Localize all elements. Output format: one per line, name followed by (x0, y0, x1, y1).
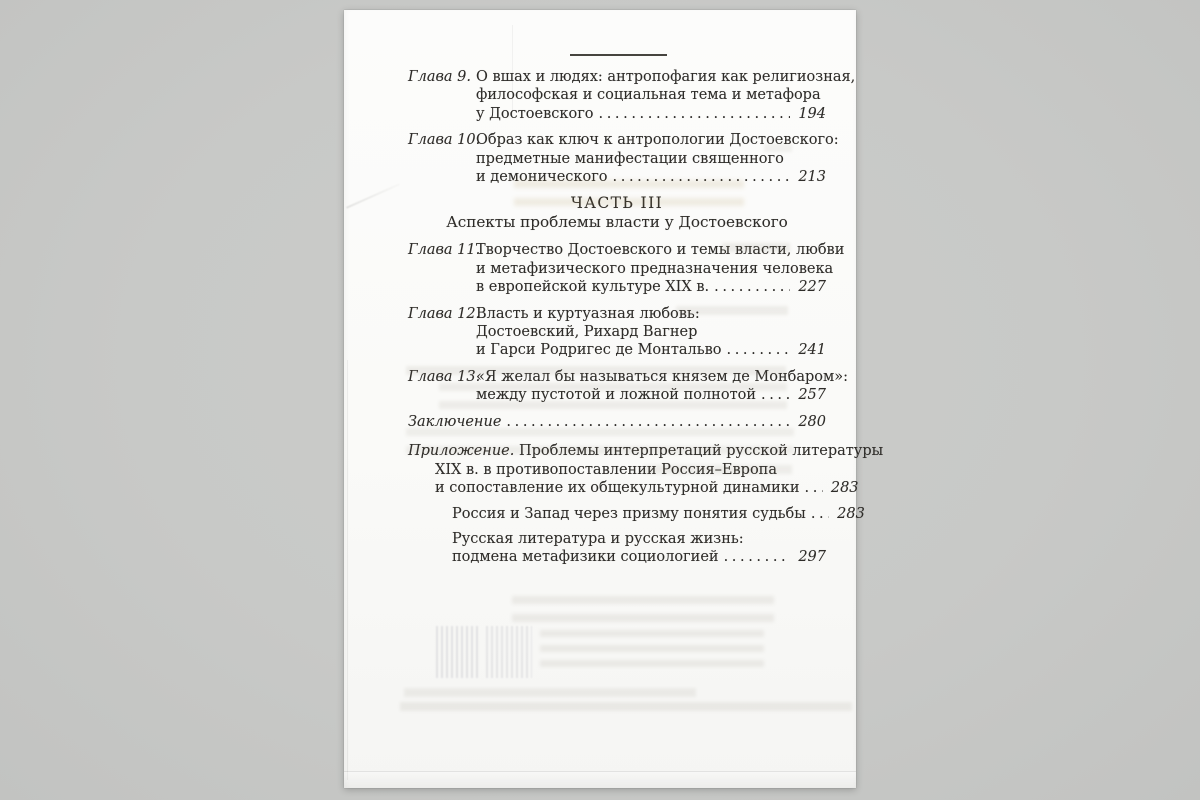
page-number: 283 (837, 506, 865, 523)
chapter-label: Глава 12. (408, 305, 481, 322)
dot-leader (613, 168, 790, 186)
page-number: 194 (798, 105, 826, 122)
toc-line-text: подмена метафизики социологией (452, 549, 719, 566)
dot-leader (724, 548, 790, 566)
toc-line-text: и демонического (476, 169, 608, 186)
toc-line-text: между пустотой и ложной полнотой (476, 387, 756, 404)
toc-entry (408, 305, 826, 360)
dot-leader (599, 105, 790, 123)
part-subtitle: Аспекты проблемы власти у Достоевского (446, 213, 788, 232)
toc-line: Творчество Достоевского и темы власти, любви (476, 242, 845, 259)
toc-line: предметные манифестации священного (476, 150, 784, 167)
page-number: 280 (798, 413, 826, 430)
toc-line: Достоевский, Рихард Вагнер (476, 324, 698, 341)
toc-line (452, 548, 826, 566)
bleed-through-ghost (512, 596, 774, 622)
toc-line (435, 479, 859, 497)
toc-entry (408, 131, 839, 186)
toc-line-text: в европейской культуре XIX в. (476, 279, 710, 296)
toc-entry (408, 442, 884, 497)
toc-line (476, 386, 826, 404)
chapter-label: Глава 11. (408, 242, 481, 259)
chapter-label: Глава 13. (408, 368, 481, 385)
dot-leader (506, 413, 790, 431)
part-heading (408, 194, 826, 232)
toc-entry (408, 505, 865, 523)
part-title: ЧАСТЬ III (570, 194, 664, 213)
toc-entry (408, 530, 826, 567)
chapter-label: Глава 10. (408, 132, 481, 149)
paper-scratch (512, 25, 513, 117)
dot-leader (811, 505, 829, 523)
toc-line: «Я желал бы называться князем де Монбаром»: (476, 368, 849, 385)
bleed-through-stamp (486, 626, 532, 678)
header-rule (570, 54, 667, 56)
toc-line (476, 105, 826, 123)
toc-entry (408, 241, 845, 296)
page-number: 257 (798, 387, 826, 404)
toc-entry (408, 68, 856, 123)
toc-line-text: Проблемы интерпретаций русской литературы (518, 443, 884, 460)
dot-leader (714, 278, 790, 296)
page-number: 213 (798, 169, 826, 186)
toc-line-text: и сопоставление их общекультурной динамики (435, 479, 800, 496)
toc-line: и метафизического предназначения человека (476, 260, 834, 277)
dot-leader (805, 479, 823, 497)
toc-line: XIX в. в противопоставлении Россия–Европа (435, 461, 777, 478)
paper-crease (346, 183, 400, 208)
toc-entry (408, 368, 849, 405)
book-page (344, 10, 884, 788)
toc-line-text: Россия и Запад через призму понятия судьбы (452, 506, 806, 523)
toc-entry (408, 413, 826, 431)
bleed-through-stamp (436, 626, 480, 678)
dot-leader (761, 386, 790, 404)
bleed-through-ghost (540, 630, 764, 674)
bleed-through-ghost (404, 688, 696, 697)
dot-leader (727, 341, 791, 359)
page-number: 227 (798, 279, 826, 296)
toc-line (476, 341, 826, 359)
page-number: 283 (830, 479, 859, 496)
toc-line: О вшах и людях: антропофагия как религиозная, (476, 69, 856, 85)
toc-line: Образ как ключ к антропологии Достоевского: (476, 132, 839, 149)
toc-line-text: у Достоевского (476, 105, 594, 122)
toc-line: Русская литература и русская жизнь: (452, 530, 744, 547)
toc-line: философская и социальная тема и метафора (476, 87, 821, 104)
toc-line (408, 442, 884, 460)
appendix-label: Приложение. (408, 443, 515, 460)
page-number: 241 (798, 342, 826, 359)
bleed-through-ghost (400, 702, 852, 711)
page-number: 297 (798, 549, 826, 566)
toc-line-text: Заключение (408, 413, 502, 430)
toc-line: Власть и куртуазная любовь: (476, 305, 700, 322)
chapter-label: Глава 9. (408, 69, 472, 85)
toc-entries (408, 68, 884, 573)
toc-line (408, 413, 826, 431)
toc-line (476, 168, 826, 186)
toc-line-text: и Гарси Родригес де Монтальво (476, 342, 722, 359)
toc-line (476, 278, 826, 296)
toc-line (452, 505, 865, 523)
